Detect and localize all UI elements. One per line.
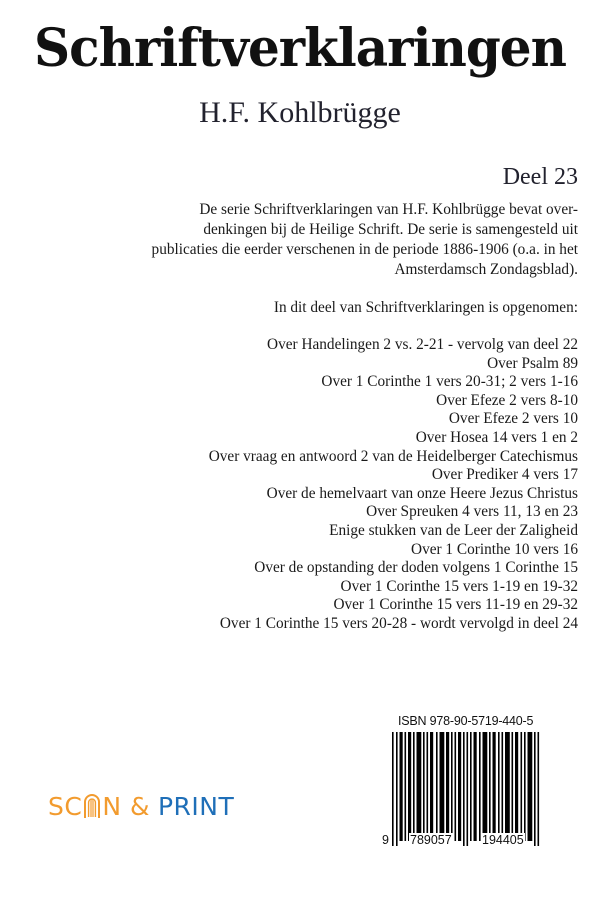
contents-list <box>0 336 578 634</box>
publisher-logo <box>48 789 234 823</box>
description-line: denkingen bij de Heilige Schrift. De serie is samengesteld uit <box>203 221 578 238</box>
book-arch-icon <box>83 793 101 819</box>
contents-item: Over 1 Corinthe 15 vers 20-28 - wordt vervolgd in deel 24 <box>219 614 578 632</box>
series-title: Schriftverklaringen <box>34 16 566 79</box>
contents-item: Enige stukken van de Leer der Zaligheid <box>329 521 578 539</box>
description-line: publicaties die eerder verschenen in de periode 1886-1906 (o.a. in het <box>151 241 578 258</box>
barcode-digits-right: 194405 <box>482 833 524 847</box>
barcode-icon <box>382 712 552 852</box>
contents-item: Over de opstanding der doden volgens 1 Corinthe 15 <box>254 559 578 577</box>
contents-item: Over vraag en antwoord 2 van de Heidelberger Catechismus <box>208 447 578 465</box>
contents-item: Over 1 Corinthe 10 vers 16 <box>411 540 578 558</box>
series-description <box>145 200 578 280</box>
author-name: H.F. Kohlbrügge <box>199 96 401 129</box>
logo-text-print: PRINT <box>157 791 235 821</box>
contents-item: Over Prediker 4 vers 17 <box>431 466 578 484</box>
contents-item: Over Efeze 2 vers 8-10 <box>436 391 578 409</box>
description-line: De serie Schriftverklaringen van H.F. Kohlbrügge bevat over- <box>199 201 578 218</box>
contents-heading: In dit deel van Schriftverklaringen is opgenomen: <box>273 299 578 316</box>
contents-item: Over 1 Corinthe 1 vers 20-31; 2 vers 1-16 <box>321 373 578 391</box>
description-line: Amsterdamsch Zondagsblad). <box>394 261 578 278</box>
isbn-barcode <box>382 712 552 852</box>
volume-number: Deel 23 <box>502 164 578 190</box>
contents-item: Over 1 Corinthe 15 vers 1-19 en 19-32 <box>340 577 578 595</box>
contents-item: Over Handelingen 2 vs. 2-21 - vervolg van deel 22 <box>267 336 578 353</box>
contents-item: Over Efeze 2 vers 10 <box>448 410 578 428</box>
contents-item: Over Psalm 89 <box>487 354 578 372</box>
logo-text-scan-right: N & <box>102 791 150 821</box>
contents-item: Over Hosea 14 vers 1 en 2 <box>415 428 578 446</box>
barcode-digits-left: 789057 <box>410 833 452 847</box>
isbn-label: ISBN 978-90-5719-440-5 <box>398 714 534 728</box>
logo-text-scan-left: SC <box>48 791 83 821</box>
contents-item: Over de hemelvaart van onze Heere Jezus Christus <box>266 484 578 502</box>
barcode-digit-first: 9 <box>382 833 389 847</box>
contents-item: Over Spreuken 4 vers 11, 13 en 23 <box>366 503 578 521</box>
contents-item: Over 1 Corinthe 15 vers 11-19 en 29-32 <box>333 596 578 614</box>
